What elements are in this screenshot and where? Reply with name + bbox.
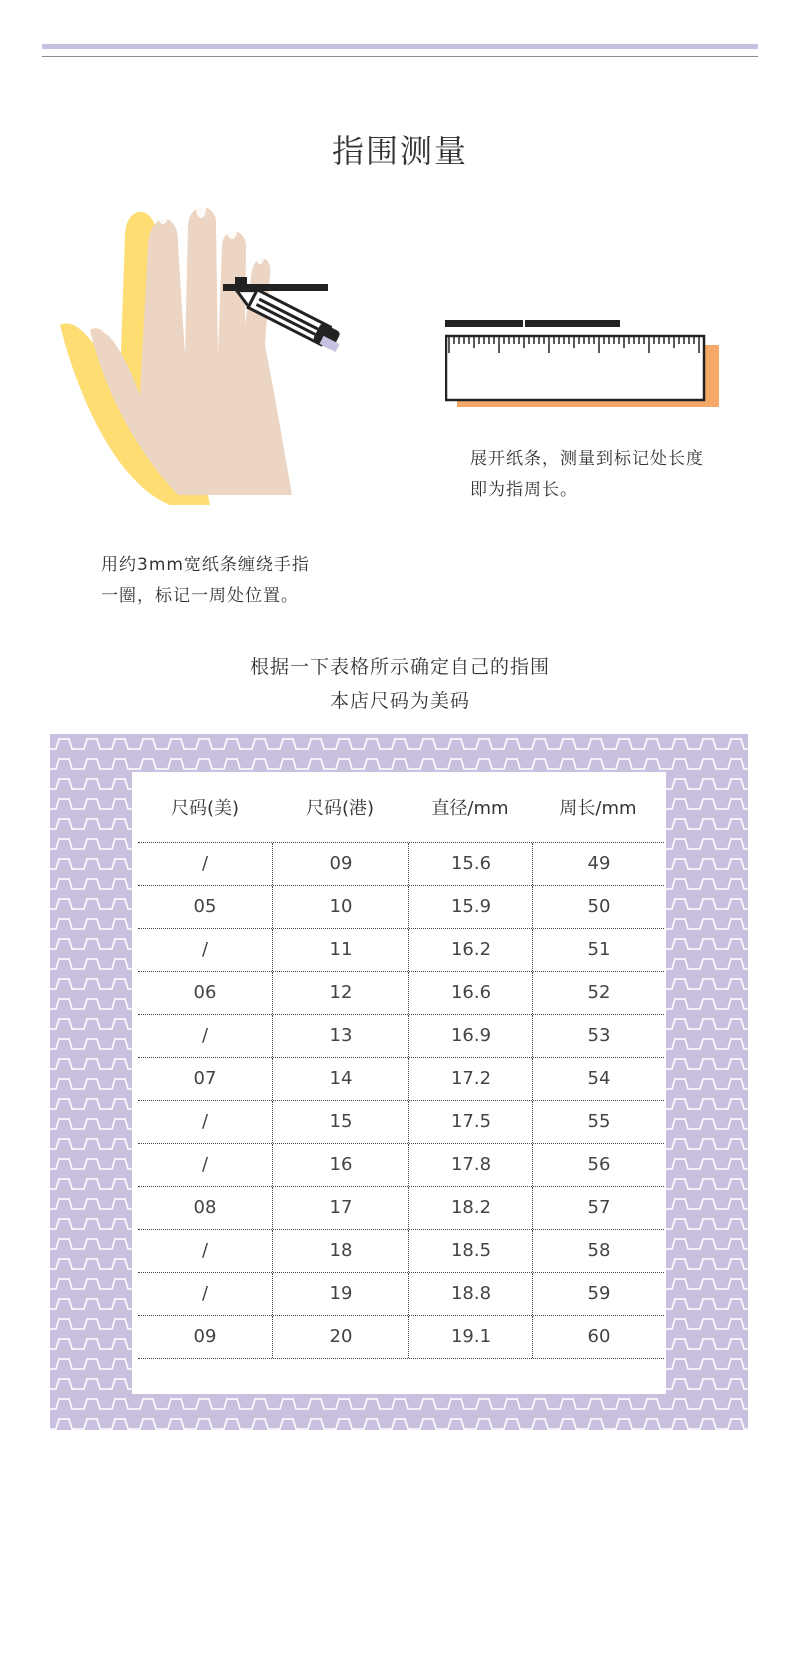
table-row xyxy=(138,1100,664,1143)
cell-diameter: 18.5 xyxy=(408,1230,533,1272)
fingernail-1 xyxy=(158,206,168,224)
cell-circumference: 50 xyxy=(532,886,665,928)
table-row xyxy=(138,1057,664,1100)
cell-circumference: 49 xyxy=(532,843,665,885)
table-row xyxy=(138,928,664,971)
cell-diameter: 17.8 xyxy=(408,1144,533,1186)
cell-circumference: 55 xyxy=(532,1101,665,1143)
cell-us-size: 09 xyxy=(193,1326,217,1347)
table-row xyxy=(138,842,664,885)
table-row xyxy=(138,1014,664,1057)
cell-diameter: 17.2 xyxy=(408,1058,533,1100)
store-size-note: 本店尺码为美码 xyxy=(329,690,470,712)
cell-circumference: 54 xyxy=(532,1058,665,1100)
measure-instruction-caption: 展开纸条，测量到标记处长度 即为指周长。 xyxy=(470,449,704,500)
header-diameter: 直径/mm xyxy=(431,798,509,819)
cell-us-size: 05 xyxy=(193,896,217,917)
table-row xyxy=(138,1229,664,1272)
cell-diameter: 18.2 xyxy=(408,1187,533,1229)
cell-us-size: / xyxy=(201,939,209,960)
cell-us-size: 06 xyxy=(193,982,217,1003)
wrap-instruction-caption: 用约3mm宽纸条缠绕手指 一圈，标记一周处位置。 xyxy=(101,555,310,606)
cell-hk-size: 10 xyxy=(272,886,409,928)
table-row xyxy=(138,885,664,928)
cell-hk-size: 14 xyxy=(272,1058,409,1100)
cell-us-size: / xyxy=(201,853,209,874)
header-us-size: 尺码(美) xyxy=(170,798,240,819)
cell-circumference: 56 xyxy=(532,1144,665,1186)
table-row xyxy=(138,1315,664,1359)
table-row xyxy=(138,1186,664,1229)
cell-circumference: 57 xyxy=(532,1187,665,1229)
cell-hk-size: 19 xyxy=(272,1273,409,1315)
cell-circumference: 58 xyxy=(532,1230,665,1272)
cell-hk-size: 13 xyxy=(272,1015,409,1057)
cell-diameter: 18.8 xyxy=(408,1273,533,1315)
table-row xyxy=(138,1272,664,1315)
cell-diameter: 16.6 xyxy=(408,972,533,1014)
cell-diameter: 15.9 xyxy=(408,886,533,928)
cell-circumference: 51 xyxy=(532,929,665,971)
cell-diameter: 19.1 xyxy=(408,1316,533,1358)
header-circumference: 周长/mm xyxy=(559,798,637,819)
cell-us-size: / xyxy=(201,1025,209,1046)
cell-circumference: 59 xyxy=(532,1273,665,1315)
ruler-illustration xyxy=(445,320,725,420)
size-guide-intro: 根据一下表格所示确定自己的指围 xyxy=(249,656,550,678)
cell-circumference: 60 xyxy=(532,1316,665,1358)
cell-us-size: / xyxy=(201,1240,209,1261)
cell-circumference: 53 xyxy=(532,1015,665,1057)
hand-measuring-illustration xyxy=(60,205,350,505)
cell-hk-size: 17 xyxy=(272,1187,409,1229)
cell-hk-size: 16 xyxy=(272,1144,409,1186)
cell-diameter: 16.2 xyxy=(408,929,533,971)
cell-us-size: / xyxy=(201,1283,209,1304)
cell-us-size: 07 xyxy=(193,1068,217,1089)
table-row xyxy=(138,971,664,1014)
header-hk-size: 尺码(港) xyxy=(305,798,375,819)
fingernail-4 xyxy=(256,250,264,264)
ruler-body xyxy=(446,336,704,400)
size-table-body xyxy=(138,842,664,1359)
table-row xyxy=(138,1143,664,1186)
measured-paper-strip xyxy=(445,320,620,327)
page-title: 指围测量 xyxy=(331,132,468,170)
cell-diameter: 15.6 xyxy=(408,843,533,885)
cell-hk-size: 09 xyxy=(272,843,409,885)
cell-hk-size: 12 xyxy=(272,972,409,1014)
cell-hk-size: 11 xyxy=(272,929,409,971)
cell-us-size: 08 xyxy=(193,1197,217,1218)
cell-diameter: 17.5 xyxy=(408,1101,533,1143)
cell-hk-size: 20 xyxy=(272,1316,409,1358)
top-divider-rule xyxy=(42,56,758,57)
cell-diameter: 16.9 xyxy=(408,1015,533,1057)
fingernail-3 xyxy=(227,223,237,239)
top-accent-rule xyxy=(42,44,758,49)
cell-hk-size: 18 xyxy=(272,1230,409,1272)
cell-us-size: / xyxy=(201,1111,209,1132)
cell-hk-size: 15 xyxy=(272,1101,409,1143)
cell-circumference: 52 xyxy=(532,972,665,1014)
size-table-header xyxy=(132,772,666,832)
size-table-card xyxy=(132,772,666,1394)
cell-us-size: / xyxy=(201,1154,209,1175)
